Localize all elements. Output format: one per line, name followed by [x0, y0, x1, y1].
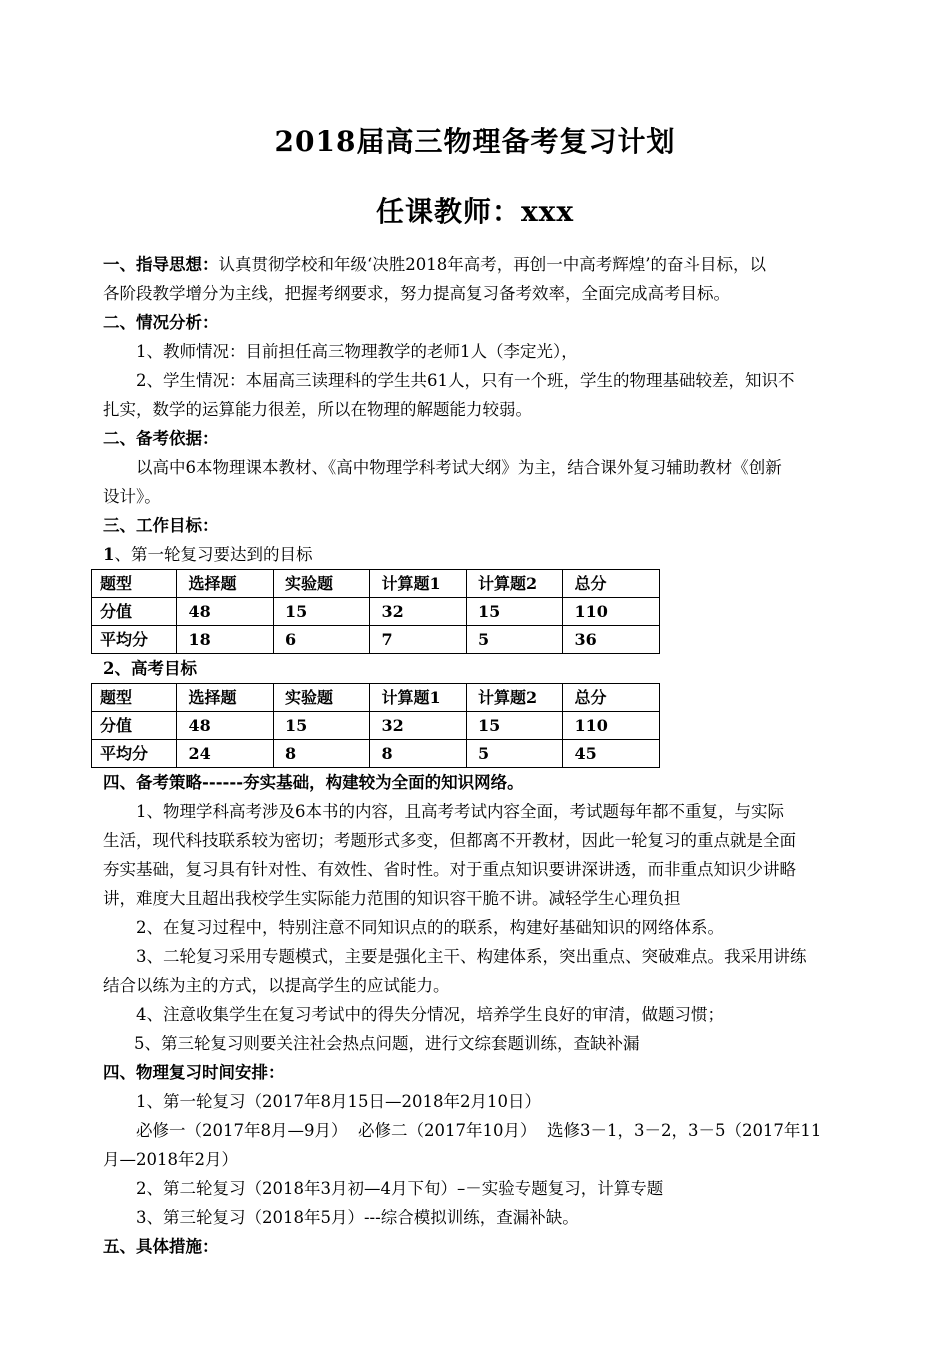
- table-header-cell: 总分: [563, 570, 660, 598]
- paragraph-line: 扎实，数学的运算能力很差，所以在物理的解题能力较弱。: [103, 400, 532, 419]
- teacher-name: 任课教师：xxx: [375, 195, 575, 228]
- paragraph-line: 4、注意收集学生在复习考试中的得失分情况，培养学生良好的审清，做题习惯；: [136, 1005, 724, 1024]
- paragraph-line: 2、第二轮复习（2018年3月初—4月下旬）–－实验专题复习，计算专题: [136, 1179, 664, 1198]
- table-header-cell: 选择题: [177, 684, 274, 712]
- caption-number: 1: [103, 545, 115, 564]
- table-cell: 平均分: [92, 626, 177, 654]
- table-cell: 15: [466, 712, 563, 740]
- table-cell: 15: [273, 712, 370, 740]
- table-cell: 45: [563, 740, 660, 768]
- table-row: [92, 712, 660, 740]
- paragraph-line: 夯实基础，复习具有针对性、有效性、省时性。对于重点知识要讲深讲透，而非重点知识少讲略: [103, 860, 796, 879]
- table-cell: 分值: [92, 598, 177, 626]
- table-cell: 18: [177, 626, 274, 654]
- table-cell: 6: [273, 626, 370, 654]
- first-round-target-table: [91, 569, 660, 654]
- paragraph-line: 结合以练为主的方式，以提高学生的应试能力。: [103, 976, 450, 995]
- paragraph-line: 以高中6本物理课本教材、《高中物理学科考试大纲》为主，结合课外复习辅助教材《创新: [136, 458, 782, 477]
- table-cell: 110: [563, 598, 660, 626]
- table-cell: 15: [273, 598, 370, 626]
- table-cell: 110: [563, 712, 660, 740]
- table-row: [92, 684, 660, 712]
- table-header-cell: 计算题2: [466, 684, 563, 712]
- table-header-cell: 选择题: [177, 570, 274, 598]
- table-row: [92, 740, 660, 768]
- section-heading: 一、指导思想：: [103, 255, 219, 274]
- paragraph-line: 5、第三轮复习则要关注社会热点问题，进行文综套题训练，查缺补漏: [134, 1034, 640, 1053]
- paragraph-line: 3、第三轮复习（2018年5月）---综合模拟训练，查漏补缺。: [136, 1208, 579, 1227]
- paragraph-line: 2、学生情况：本届高三读理科的学生共61人，只有一个班，学生的物理基础较差，知识不: [136, 371, 795, 390]
- table-header-cell: 实验题: [273, 570, 370, 598]
- table-row: [92, 598, 660, 626]
- table-cell: 32: [370, 712, 467, 740]
- table-header-cell: 计算题1: [370, 684, 467, 712]
- table-header-cell: 题型: [92, 570, 177, 598]
- table-cell: 8: [370, 740, 467, 768]
- table-cell: 分值: [92, 712, 177, 740]
- table-header-cell: 实验题: [273, 684, 370, 712]
- exam-target-table: [91, 683, 660, 768]
- table-header-cell: 题型: [92, 684, 177, 712]
- table-cell: 8: [273, 740, 370, 768]
- paragraph-line: 3、二轮复习采用专题模式，主要是强化主干、构建体系，突出重点、突破难点。我采用讲练: [136, 947, 807, 966]
- table-cell: 15: [466, 598, 563, 626]
- paragraph-line: 1、教师情况：目前担任高三物理教学的老师1人（李定光），: [136, 342, 578, 361]
- table-cell: 5: [466, 626, 563, 654]
- table-cell: 平均分: [92, 740, 177, 768]
- paragraph-line: 1、第一轮复习（2017年8月15日—2018年2月10日）: [136, 1092, 541, 1111]
- table-cell: 48: [177, 712, 274, 740]
- section-heading: 二、情况分析：: [103, 313, 219, 332]
- paragraph-line: 生活，现代科技联系较为密切；考题形式多变，但都离不开教材，因此一轮复习的重点就是全面: [103, 831, 796, 850]
- document-body: [100, 250, 853, 1261]
- section-guiding-ideology: [103, 250, 853, 279]
- paragraph-line: 月—2018年2月）: [103, 1150, 238, 1169]
- section-heading: 四、备考策略------夯实基础，构建较为全面的知识网络。: [103, 773, 524, 792]
- paragraph-line: 必修一（2017年8月—9月） 必修二（2017年10月） 选修3－1，3－2，3－5（2017年11: [136, 1121, 822, 1140]
- paragraph-line: 设计》。: [103, 487, 161, 506]
- document-title: 2018届高三物理备考复习计划: [274, 125, 676, 158]
- paragraph-text: 认真贯彻学校和年级‘决胜2018年高考，再创一中高考辉煌’的奋斗目标，以: [218, 255, 766, 274]
- table-cell: 32: [370, 598, 467, 626]
- table-cell: 5: [466, 740, 563, 768]
- table-header-cell: 计算题1: [370, 570, 467, 598]
- table-cell: 24: [177, 740, 274, 768]
- section-heading: 三、工作目标：: [103, 516, 219, 535]
- paragraph-line: 2、在复习过程中，特别注意不同知识点的的联系，构建好基础知识的网络体系。: [136, 918, 724, 937]
- section-heading: 五、具体措施：: [103, 1237, 219, 1256]
- table-cell: 36: [563, 626, 660, 654]
- table-row: [92, 570, 660, 598]
- table-header-cell: 总分: [563, 684, 660, 712]
- table-caption: 2、高考目标: [103, 659, 197, 678]
- paragraph-line: 各阶段教学增分为主线，把握考纲要求，努力提高复习备考效率，全面完成高考目标。: [103, 284, 730, 303]
- table-cell: 7: [370, 626, 467, 654]
- paragraph-line: 讲，难度大且超出我校学生实际能力范围的知识容干脆不讲。减轻学生心理负担: [103, 889, 681, 908]
- table-header-cell: 计算题2: [466, 570, 563, 598]
- table-cell: 48: [177, 598, 274, 626]
- paragraph-line: 1、物理学科高考涉及6本书的内容，且高考考试内容全面，考试题每年都不重复，与实际: [136, 802, 784, 821]
- table-caption: [103, 540, 853, 569]
- section-heading: 四、物理复习时间安排：: [103, 1063, 285, 1082]
- caption-text: 、第一轮复习要达到的目标: [114, 545, 313, 564]
- section-heading: 二、备考依据：: [103, 429, 219, 448]
- table-row: [92, 626, 660, 654]
